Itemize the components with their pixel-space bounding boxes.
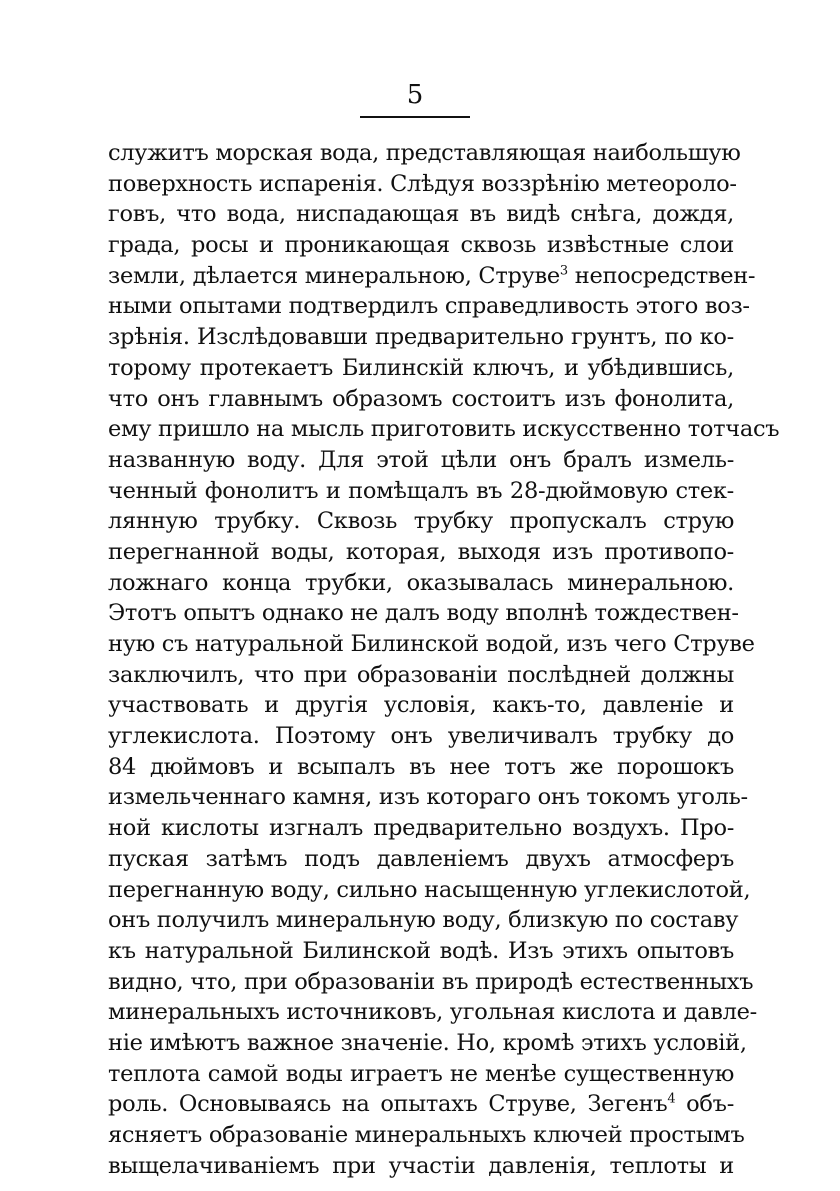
text-line: заключилъ, что при образованіи послѣдней должны (108, 661, 734, 688)
text-line-end: непосредствен- (567, 262, 756, 289)
text-line: къ натуральной Билинской водѣ. Изъ этихъ опытовъ (108, 937, 734, 964)
text-line-start: роль. Основываясь на опытахъ Струве, Зегенъ (108, 1091, 668, 1118)
text-line: зрѣнія. Изслѣдовавши предварительно грунтъ, по ко- (108, 324, 734, 351)
text-line: ніе имѣютъ важное значеніе. Но, кромѣ этихъ условій, (108, 1029, 747, 1056)
body-text (108, 138, 780, 1181)
page-number: 5 (406, 80, 424, 110)
text-line: перегнанной воды, которая, выходя изъ противопо- (108, 538, 734, 565)
text-line: 84 дюймовъ и всыпалъ въ нее тотъ же порошокъ (108, 753, 734, 780)
text-line: что онъ главнымъ образомъ состоитъ изъ фонолита, (108, 385, 734, 412)
text-line: выщелачиваніемъ при участіи давленія, теплоты и (108, 1152, 734, 1179)
footnote-ref-3[interactable]: 3 (559, 263, 568, 279)
text-line: теплота самой воды играетъ не менѣе существенную (108, 1060, 734, 1087)
text-line-start: земли, дѣлается минеральною, Струве (108, 262, 560, 289)
text-line: участвовать и другія условія, какъ-то, давленіе и (108, 692, 734, 719)
text-line-end: объ- (675, 1091, 734, 1118)
text-line: названную воду. Для этой цѣли онъ бралъ измель- (108, 446, 734, 473)
page-header (360, 80, 470, 118)
text-line: перегнанную воду, сильно насыщенную углекислотой, (108, 876, 751, 903)
text-line: Этотъ опытъ однако не далъ воду вполнѣ тождествен- (108, 600, 739, 627)
text-line: видно, что, при образованіи въ природѣ естественныхъ (108, 968, 754, 995)
text-line-with-footnote (108, 261, 756, 292)
text-line: служитъ морская вода, представляющая наибольшую (108, 140, 741, 166)
text-line: поверхность испаренія. Слѣдуя воззрѣнію метеороло- (108, 170, 737, 197)
text-line: града, росы и проникающая сквозь извѣстные слои (108, 232, 734, 259)
text-line: измельченнаго камня, изъ котораго онъ токомъ уголь- (108, 784, 748, 811)
text-line: лянную трубку. Сквозь трубку пропускалъ струю (108, 508, 734, 535)
text-line: говъ, что вода, ниспадающая въ видѣ снѣга, дождя, (108, 201, 734, 228)
text-line: ложнаго конца трубки, оказывалась минеральною. (108, 569, 734, 596)
text-line-with-footnote (108, 1089, 734, 1120)
text-line: ему пришло на мысль приготовить искусственно тотчасъ (108, 416, 780, 443)
text-line: ясняетъ образованіе минеральныхъ ключей простымъ (108, 1122, 745, 1148)
footnote-ref-4[interactable]: 4 (667, 1091, 676, 1107)
text-line: ными опытами подтвердилъ справедливость этого воз- (108, 293, 750, 320)
text-line: пуская затѣмъ подъ давленіемъ двухъ атмосферъ (108, 845, 734, 872)
text-line: ной кислоты изгналъ предварительно воздухъ. Про- (108, 815, 734, 842)
text-line: углекислота. Поэтому онъ увеличивалъ трубку до (108, 723, 734, 750)
header-rule (360, 116, 470, 118)
text-line: минеральныхъ источниковъ, угольная кислота и давле- (108, 999, 757, 1026)
text-line: ченный фонолитъ и помѣщалъ въ 28-дюймовую стек- (108, 477, 734, 504)
text-line: онъ получилъ минеральную воду, близкую по составу (108, 907, 739, 934)
text-line: ную съ натуральной Билинской водой, изъ чего Струве (108, 631, 755, 657)
text-line: торому протекаетъ Билинскій ключъ, и убѣдившись, (108, 354, 734, 381)
